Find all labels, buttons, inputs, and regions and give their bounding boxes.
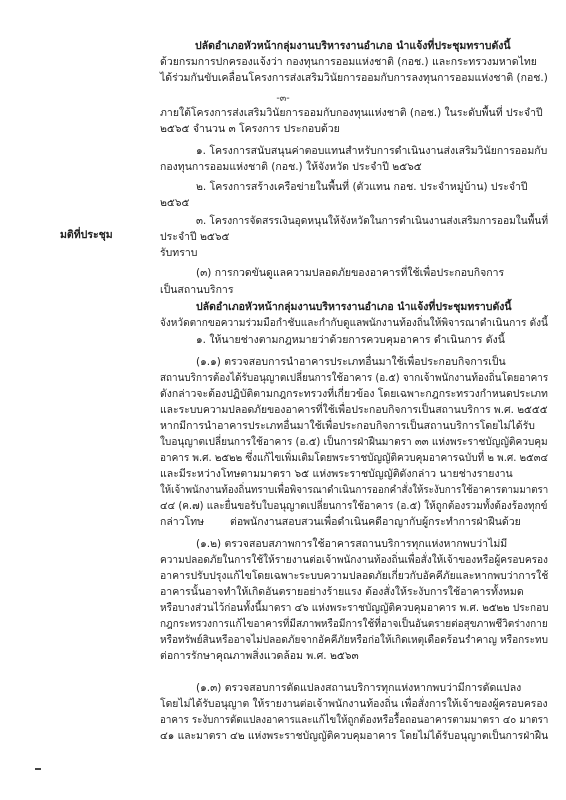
list-item-3: ๓. โครงการจัดสรรเงินอุดหนุนให้จังหวัดในการดำเนินงานส่งเสริมการออมในพื้นที่ — [196, 215, 549, 227]
body-line: ประจำปี ๒๕๖๕ — [160, 231, 230, 243]
list-item-1: ๑. โครงการสนับสนุนค่าตอบแทนสำหรับการดำเนินงานส่งเสริมวินัยการออมกับ — [196, 145, 548, 157]
body-line: ต่อการรักษาคุณภาพสิ่งแวดล้อม พ.ศ. ๒๕๖๓ — [160, 650, 359, 662]
list-item-1: ๑. ให้นายช่างตามกฎหมายว่าด้วยการควบคุมอาคาร ดำเนินการ ดังนี้ — [196, 334, 505, 346]
body-line: หรือบางส่วนไว้ก่อนทั้งนี้มาตรา ๔๖ แห่งพระราชบัญญัติควบคุมอาคาร พ.ศ. ๒๕๒๒ ประกอบ — [160, 602, 549, 614]
sub-item-1-3: (๑.๓) ตรวจสอบการดัดแปลงสถานบริการทุกแห่งหากพบว่ามีการดัดแปลง — [196, 682, 522, 694]
body-line: ภายใต้โครงการส่งเสริมวินัยการออมกับกองทุนแห่งชาติ (กอช.) ในระดับพื้นที่ ประจำปี — [160, 107, 543, 119]
body-line: ๒๕๖๕ จำนวน ๓ โครงการ ประกอบด้วย — [160, 123, 340, 135]
sub-item-1-1: (๑.๑) ตรวจสอบการนำอาคารประเภทอื่นมาใช้เพื่อประกอบกิจการเป็น — [196, 356, 506, 368]
body-line: กองทุนการออมแห่งชาติ (กอช.) ให้จังหวัด ประจำปี ๒๕๖๕ — [160, 161, 422, 173]
body-line: ๒๕๖๕ — [160, 197, 190, 209]
body-line: ต่อพนักงานสอบสวนเพื่อดำเนินคดีอาญากับผู้กระทำการฝ่าฝืนด้วย — [230, 516, 521, 528]
body-line: อาคารปรับปรุงแก้ไขโดยเฉพาะระบบความปลอดภัยเกี่ยวกับอัคคีภัยและหากพบว่าการใช้ — [160, 570, 549, 582]
body-line: โดยไม่ได้รับอนุญาต ให้รายงานต่อเจ้าพนักงานท้องถิ่น เพื่อสั่งการให้เจ้าของผู้ครอบครอง — [160, 698, 548, 710]
body-line: ๔๔ (ค.๗) และยื่นขอรับใบอนุญาตเปลี่ยนการใช้อาคาร (อ.๕) ให้ถูกต้องรวมทั้งต้องร้องทุกข์ — [160, 500, 548, 512]
body-line: สถานบริการต้องได้รับอนุญาตเปลี่ยนการใช้อาคาร (อ.๕) จากเจ้าพนักงานท้องถิ่นโดยอาคาร — [160, 372, 549, 384]
page-number: -๓- — [276, 93, 290, 104]
body-line: ๔๑ และมาตรา ๔๒ แห่งพระราชบัญญัติควบคุมอาคาร โดยไม่ได้รับอนุญาตเป็นการฝ่าฝืน — [160, 730, 549, 742]
side-heading-resolution: มติที่ประชุม — [60, 229, 113, 241]
margin-mark — [35, 768, 41, 774]
body-line: กล่าวโทษ — [160, 516, 205, 528]
body-line: จังหวัดตากขอความร่วมมือกำชับและกำกับดูแลพนักงานท้องถิ่นให้พิจารณาดำเนินการ ดังนี้ — [160, 317, 548, 329]
body-line: กฎกระทรวงการแก้ไขอาคารที่มีสภาพหรือมีการใช้ที่อาจเป็นอันตรายต่อสุขภาพชีวิตร่างกาย — [160, 618, 548, 630]
sub-item-1-2: (๑.๒) ตรวจสอบสภาพการใช้อาคารสถานบริการทุกแห่งหากพบว่าไม่มี — [196, 538, 508, 550]
body-line: อาคาร พ.ศ. ๒๕๒๒ ซึ่งแก้ไขเพิ่มเติมโดยพระราชบัญญัติควบคุมอาคารฉบับที่ ๒ พ.ศ. ๒๕๓๔ — [160, 452, 549, 464]
body-line: และมีระหว่างโทษตามมาตรา ๖๕ แห่งพระราชบัญญัติดังกล่าว นายช่างรายงาน — [160, 468, 513, 480]
body-line: หรือทรัพย์สินหรืออาจไม่ปลอดภัยจากอัคคีภัยหรือก่อให้เกิดเหตุเดือดร้อนรำคาญ หรือกระทบ — [160, 634, 548, 646]
agenda-item-heading: (๓) การกวดขันดูแลความปลอดภัยของอาคารที่ใช้เพื่อประกอบกิจการ — [196, 267, 505, 279]
body-line: เป็นสถานบริการ — [160, 284, 234, 296]
body-line: ด้วยกรมการปกครองแจ้งว่า กองทุนการออมแห่งชาติ (กอช.) และกระทรวงมหาดไทย — [160, 56, 537, 68]
body-line: ให้เจ้าพนักงานท้องถิ่นทราบเพื่อพิจารณาดำเนินการออกคำสั่งให้ระงับการใช้อาคารตามมาตรา — [160, 484, 549, 496]
body-line: หากมีการนำอาคารประเภทอื่นมาใช้เพื่อประกอบกิจการเป็นสถานบริการโดยไม่ได้รับ — [160, 420, 535, 432]
list-item-2: ๒. โครงการสร้างเครือข่ายในพื้นที่ (ตัวแทน กอช. ประจำหมู่บ้าน) ประจำปี — [196, 181, 528, 193]
body-line: ความปลอดภัยในการใช้ให้รายงานต่อเจ้าพนักงานท้องถิ่นเพื่อสั่งให้เจ้าของหรือผู้ครอบครอง — [160, 554, 548, 566]
paragraph-heading-line: ปลัดอำเภอหัวหน้ากลุ่มงานบริหารงานอำเภอ นำแจ้งที่ประชุมทราบดังนี้ — [195, 40, 511, 52]
body-line: อาคารนั้นอาจทำให้เกิดอันตรายอย่างร้ายแรง ต้องสั่งให้ระงับการใช้อาคารทั้งหมด — [160, 586, 524, 598]
body-line: ดังกล่าวจะต้องปฏิบัติตามกฎกระทรวงที่เกี่ยวข้อง โดยเฉพาะกฎกระทรวงกำหนดประเภท — [160, 388, 548, 400]
body-line: ใบอนุญาตเปลี่ยนการใช้อาคาร (อ.๕) เป็นการฝ่าฝืนมาตรา ๓๓ แห่งพระราชบัญญัติควบคุม — [160, 436, 548, 448]
resolution-text: รับทราบ — [160, 247, 198, 259]
body-line: ได้ร่วมกันขับเคลื่อนโครงการส่งเสริมวินัยการออมกับการลงทุนการออมแห่งชาติ (กอช.) — [160, 72, 548, 84]
paragraph-heading-line: ปลัดอำเภอหัวหน้ากลุ่มงานบริหารงานอำเภอ นำแจ้งที่ประชุมทราบดังนี้ — [196, 301, 512, 313]
body-line: อาคาร ระงับการดัดแปลงอาคารและแก้ไขให้ถูกต้องหรือรื้อถอนอาคารตามมาตรา ๔๐ มาตรา — [160, 714, 549, 726]
body-line: และระบบความปลอดภัยของอาคารที่ใช้เพื่อประกอบกิจการเป็นสถานบริการ พ.ศ. ๒๕๕๕ — [160, 404, 548, 416]
